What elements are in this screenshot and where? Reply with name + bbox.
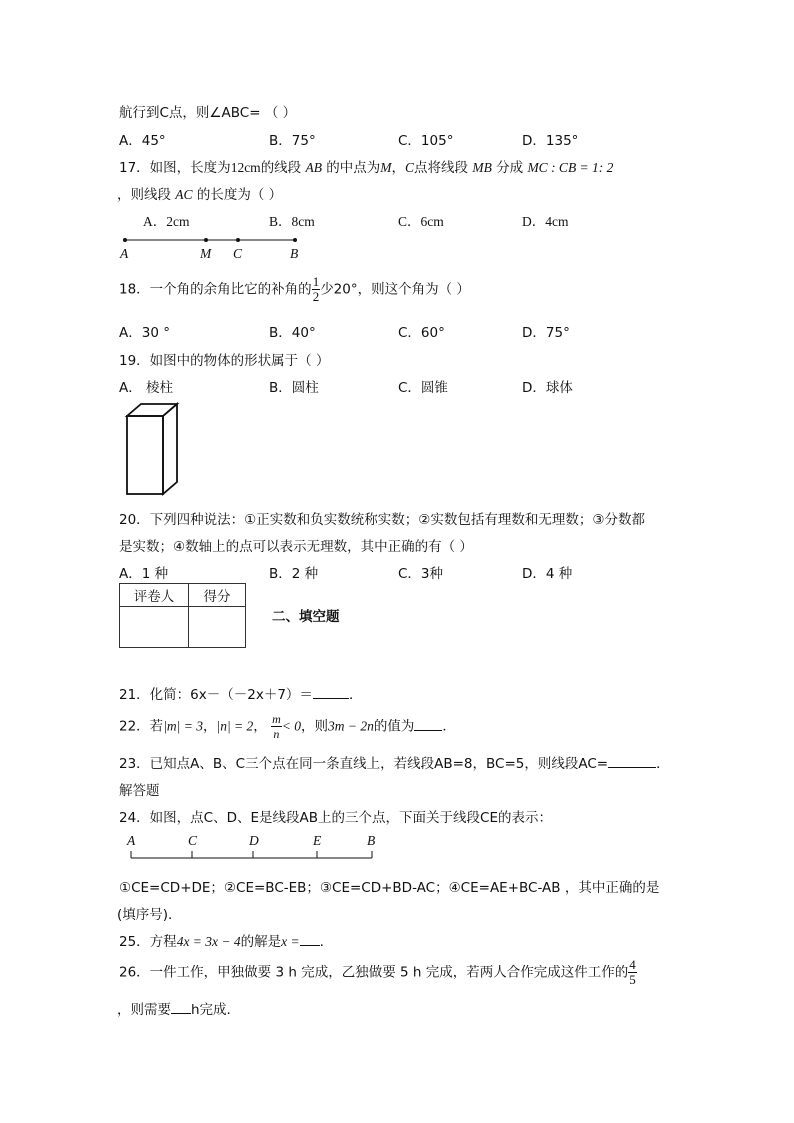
section-answer-title: 解答题: [119, 783, 160, 799]
q19-option-d: D．球体: [522, 380, 573, 396]
q20-option-c: C．3种: [398, 566, 444, 582]
q17-segment-figure: [115, 232, 315, 262]
q17-label-a: A: [120, 246, 129, 261]
score-table-grader-cell: [120, 607, 189, 648]
q19-option-b: B．圆柱: [269, 380, 319, 396]
q20-option-a: A．1 种: [119, 566, 169, 582]
q24-label-a: A: [127, 833, 136, 848]
q18-option-c: C．60°: [398, 325, 445, 341]
q25-answer-blank: [300, 933, 320, 946]
q19-option-a: A． 棱柱: [119, 380, 174, 396]
q16-option-a: A．45°: [119, 133, 166, 149]
q26-fraction: $\frac{4}{5}$: [629, 957, 636, 987]
q17-label-b: B: [290, 246, 299, 261]
q18-option-a: A．30 °: [119, 325, 170, 341]
point-c-dot: [236, 238, 240, 242]
point-a-dot: [123, 238, 127, 242]
q26-stem-line1: 26．一件工作，甲独做要 3 h 完成，乙独做要 5 h 完成，若两人合作完成这件工作的 $\frac{4}{5}$: [119, 957, 636, 987]
q25-stem: 25．方程4x = 3x − 4的解是x = .: [119, 934, 324, 950]
q19-option-c: C．圆锥: [398, 380, 448, 396]
q26-stem-line2: ，则需要 h完成.: [117, 1002, 231, 1018]
section-fill-blank-title: 二、填空题: [272, 609, 340, 625]
q20-option-b: B．2 种: [269, 566, 319, 582]
q19-stem: 19．如图中的物体的形状属于（ ）: [119, 353, 330, 369]
score-table-score-cell: [189, 607, 246, 648]
q20-stem-line2: 是实数；④数轴上的点可以表示无理数，其中正确的有（ ）: [119, 539, 473, 555]
q20-stem-line1: 20．下列四种说法：①正实数和负实数统称实数；②实数包括有理数和无理数；③分数都: [119, 512, 645, 528]
q17-stem-line1: 17．如图，长度为12cm的线段 AB 的中点为M，C点将线段 MB 分成 MC : CB = 1: 2: [119, 160, 614, 176]
point-m-dot: [204, 238, 208, 242]
q26-answer-blank: [171, 1001, 191, 1014]
q22-answer-blank: [414, 718, 442, 731]
score-table-header-grader: 评卷人: [120, 584, 189, 607]
point-b-dot: [293, 238, 297, 242]
q24-stem-line3: (填序号).: [117, 907, 173, 923]
q18-stem: 18．一个角的余角比它的补角的 $\frac{1}{2}$ 少20°，则这个角为（ ）: [119, 274, 470, 304]
q22-fraction: $\frac{m}{n}$: [272, 712, 281, 741]
q24-stem-line1: 24．如图，点C、D、E是线段AB上的三个点，下面关于线段CE的表示：: [119, 810, 552, 826]
q24-label-d: D: [249, 833, 259, 848]
q17-stem-line2: ，则线段 AC 的长度为（ ）: [117, 187, 283, 203]
q24-label-b: B: [367, 833, 376, 848]
q18-fraction: $\frac{1}{2}$: [312, 274, 320, 304]
q24-stem-line2: ①CE=CD+DE；②CE=BC-EB；③CE=CD+BD-AC；④CE=AE+BC-AB ，其中正确的是: [119, 880, 660, 896]
q24-segment-figure: [125, 848, 380, 864]
q18-option-b: B．40°: [269, 325, 316, 341]
prism-figure: [122, 402, 184, 498]
q16-option-c: C．105°: [398, 133, 454, 149]
q17-option-b: B．8cm: [269, 214, 315, 229]
score-table-header-score: 得分: [189, 584, 246, 607]
q17-option-a: A．2cm: [143, 214, 190, 229]
q24-label-c: C: [188, 833, 198, 848]
q23-stem: 23．已知点A、B、C三个点在同一条直线上，若线段AB=8，BC=5，则线段AC= ．: [119, 756, 670, 772]
q21-stem: 21．化简：6x－（－2x＋7）＝ ．: [119, 687, 363, 703]
q23-answer-blank: [608, 755, 656, 768]
q20-option-d: D．4 种: [522, 566, 573, 582]
q16-option-d: D．135°: [522, 133, 579, 149]
q17-label-m: M: [200, 246, 212, 261]
q16-stem-tail: 航行到C点，则∠ABC= （ ）: [119, 105, 297, 121]
q18-option-d: D．75°: [522, 325, 570, 341]
q17-option-d: D．4cm: [522, 214, 569, 229]
q16-option-b: B．75°: [269, 133, 316, 149]
q21-answer-blank: [313, 686, 349, 699]
score-table: [119, 583, 246, 648]
q17-option-c: C．6cm: [398, 214, 444, 229]
q17-label-c: C: [233, 246, 243, 261]
q22-stem: 22．若|m| = 3，|n| = 2， $\frac{m}{n}$ < 0，则3m − 2n的值为 ．: [119, 712, 456, 741]
q24-label-e: E: [313, 833, 322, 848]
